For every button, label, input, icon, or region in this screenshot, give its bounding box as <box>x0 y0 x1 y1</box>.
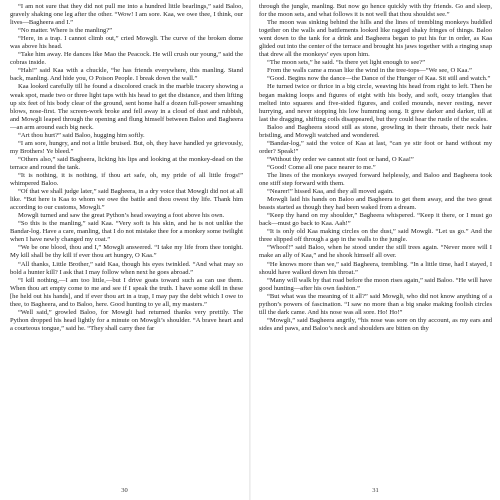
paragraph: “Keep thy hand on my shoulder,” Bagheera whispered. “Keep it there, or I must go back—must go back to Kaa. Aah!” <box>259 212 492 228</box>
paragraph: Mowgli turned and saw the great Python’s head swaying a foot above his own. <box>18 212 225 220</box>
paragraph: “I am sore, hungry, and not a little bruised. But, oh, they have handled ye grievously, my Brothers! Ye bleed.” <box>10 139 243 155</box>
page-number: 30 <box>121 487 128 494</box>
paragraph: “Bandar-log,” said the voice of Kaa at last, “can ye stir foot or hand without my order? Speak!” <box>259 139 492 155</box>
paragraph: “So this is the manling,” said Kaa. “Very soft is his skin, and he is not unlike the Bandar-log. Have a care, manling, that I do not mistake thee for a monkey some twilight when I have newly changed my coat.” <box>10 220 243 244</box>
paragraph: He turned twice or thrice in a big circle, weaving his head from right to left. Then he began making loops and figures of eight with his body, and soft, oozy triangles that melted into squares and five-sided figures, and coiled mounds, never resting, never hurrying, and never stopping his low humming song. It grew darker and darker, till at last the dragging, shifting coils disappeared, but they could hear the rustle of the scales. <box>259 83 492 123</box>
paragraph: through the jungle, manling. But now go hence quickly with thy friends. Go and sleep, for the moon sets, and what follows it is not well that thou shouldst see.” <box>259 3 492 19</box>
paragraph: “I kill nothing,—I am too little,—but I drive goats toward such as can use them. When thou art empty come to me and see if I speak the truth. I have some skill in these [he held out his hands], and if ever thou art in a trap, I may pay the debt which I owe to thee, to Bagheera, and to Baloo, here. Good hunting to ye all, my masters.” <box>10 276 243 308</box>
paragraph: “We be one blood, thou and I,” Mowgli answered. “I take my life from thee tonight. My kill shall be thy kill if ever thou art hungry, O Kaa.” <box>10 244 243 260</box>
paragraph: Kaa looked carefully till he found a discolored crack in the marble tracery showing a weak spot, made two or three light taps with his head to get the distance, and then lifting up six feet of his body clear of the ground, sent home half a dozen full-power smashing blows, nose-first. The screen-work broke and fell away in a cloud of dust and rubbish, and Mowgli leaped through the opening and flung himself between Baloo and Bagheera—an arm around each big neck. <box>10 83 243 131</box>
paragraph: Baloo and Bagheera stood still as stone, growling in their throats, their neck hair bristling, and Mowgli watched and wondered. <box>259 123 492 139</box>
paragraph: “Here, in a trap. I cannot climb out,” cried Mowgli. The curve of the broken dome was above his head. <box>10 35 243 51</box>
paragraph: “Of that we shall judge later,” said Bagheera, in a dry voice that Mowgli did not at all like. “But here is Kaa to whom we owe the battle and thou owest thy life. Thank him according to our customs, Mowgli.” <box>10 188 243 212</box>
paragraph: The moon was sinking behind the hills and the lines of trembling monkeys huddled together on the walls and battlements looked like ragged shaky fringes of things. Baloo went down to the tank for a drink and Bagheera began to put his fur in order, as Kaa glided out into the center of the terrace and brought his jaws together with a ringing snap that drew all the monkeys’ eyes upon him. <box>259 19 492 59</box>
paragraph: “Whoof!” said Baloo, when he stood under the still trees again. “Never more will I make an ally of Kaa,” and he shook himself all over. <box>259 244 492 260</box>
paragraph: “Hah!” said Kaa with a chuckle, “he has friends everywhere, this manling. Stand back, manling. And hide you, O Poison People. I break down the wall.” <box>10 67 243 83</box>
paragraph: “No matter. Where is the manling?” <box>18 27 113 35</box>
paragraph: “The moon sets,” he said. “Is there yet light enough to see?” <box>267 59 425 67</box>
paragraph: “Good! Come all one pace nearer to me.” <box>267 163 376 171</box>
paragraph: “It is only old Kaa making circles on the dust,” said Mowgli. “Let us go.” And the three slipped off through a gap in the walls to the jungle. <box>259 228 492 244</box>
left-page-text <box>10 3 243 481</box>
paragraph: “He knows more than we,” said Bagheera, trembling. “In a little time, had I stayed, I should have walked down his throat.” <box>259 260 492 276</box>
right-page-text <box>259 3 492 481</box>
paragraph: “Take him away. He dances like Mao the Peacock. He will crush our young,” said the cobras inside. <box>10 51 243 67</box>
paragraph: “Well said,” growled Baloo, for Mowgli had returned thanks very prettily. The Python dropped his head lightly for a minute on Mowgli’s shoulder. “A brave heart and a courteous tongue,” said he. “They shall carry thee far <box>10 308 243 332</box>
paragraph: “Many will walk by that road before the moon rises again,” said Baloo. “He will have good hunting—after his own fashion.” <box>259 276 492 292</box>
left-page <box>0 0 249 500</box>
paragraph: “Nearer!” hissed Kaa, and they all moved again. <box>267 188 394 196</box>
paragraph: “Mowgli,” said Bagheera angrily, “his nose was sore on thy account, as my ears and sides and paws, and Baloo’s neck and shoulders are bitten on thy <box>259 316 492 332</box>
paragraph: “It is nothing, it is nothing, if thou art safe, oh, my pride of all little frogs!” whimpered Baloo. <box>10 171 243 188</box>
paragraph: “All thanks, Little Brother,” said Kaa, though his eyes twinkled. “And what may so bold a hunter kill? I ask that I may follow when next he goes abroad.” <box>10 260 243 276</box>
paragraph: The lines of the monkeys swayed forward helplessly, and Baloo and Bagheera took one stiff step forward with them. <box>259 171 492 188</box>
paragraph: “Art thou hurt?” said Baloo, hugging him softly. <box>18 131 145 139</box>
paragraph: Mowgli laid his hands on Baloo and Bagheera to get them away, and the two great beasts started as though they had been waked from a dream. <box>259 196 492 212</box>
paragraph: From the walls came a moan like the wind in the tree-tops—“We see, O Kaa.” <box>267 67 472 75</box>
paragraph: “Good. Begins now the dance—the Dance of the Hunger of Kaa. Sit still and watch.” <box>267 75 491 83</box>
paragraph: “Without thy order we cannot stir foot or hand, O Kaa!” <box>267 155 414 163</box>
right-page <box>251 0 500 500</box>
paragraph: “Others also,” said Bagheera, licking his lips and looking at the monkey-dead on the terrace and round the tank. <box>10 155 243 171</box>
paragraph: “But what was the meaning of it all?” said Mowgli, who did not know anything of a python’s powers of fascination. “I saw no more than a big snake making foolish circles till the dark came. And his nose was all sore. Ho! Ho!” <box>259 292 492 316</box>
page-number: 31 <box>372 487 379 494</box>
paragraph: “I am not sure that they did not pull me into a hundred little bearlings,” said Baloo, gravely shaking one leg after the other. “Wow! I am sore. Kaa, we owe thee, I think, our lives—Bagheera and I.” <box>10 3 243 27</box>
